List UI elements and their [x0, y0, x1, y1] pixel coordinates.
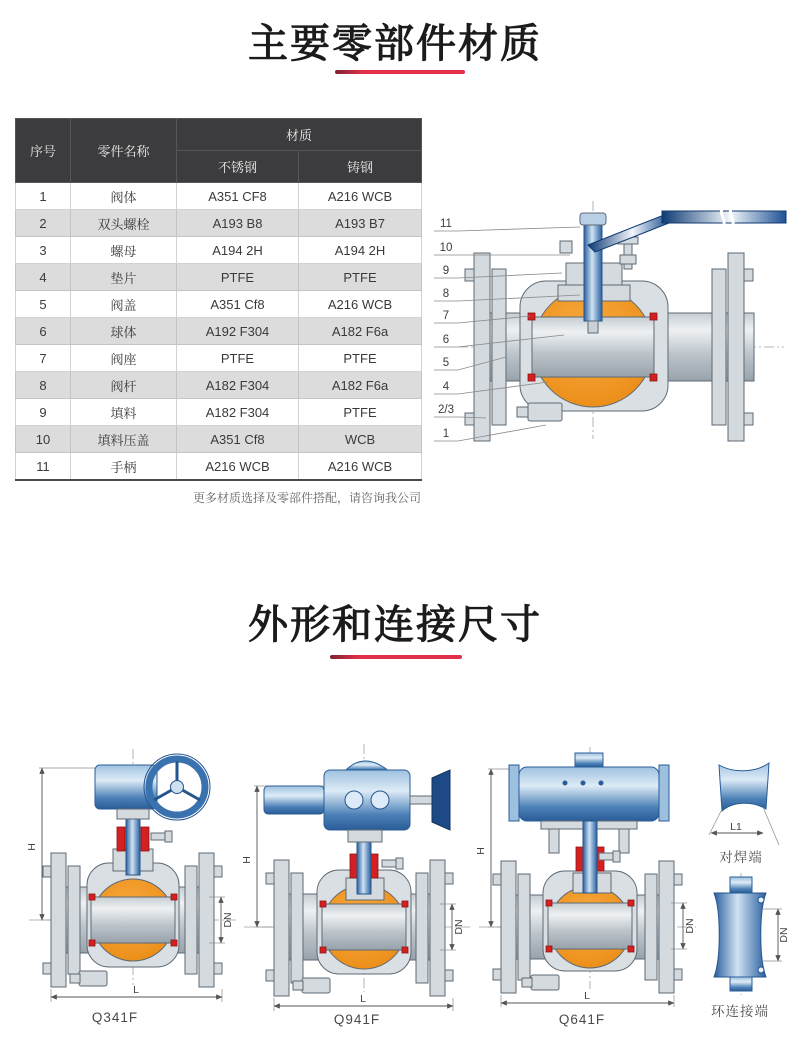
col-header-part: 零件名称 [71, 119, 177, 183]
dim-l: L [133, 984, 139, 996]
drawing-label-q641f: Q641F [558, 1012, 606, 1027]
table-row [16, 453, 422, 481]
cell-cs: A182 F6a [299, 318, 422, 345]
table-note: 更多材质选择及零部件搭配，请咨询我公司 [192, 491, 421, 505]
drawing-q341f [25, 745, 240, 1010]
cell-ss: A193 B8 [177, 210, 299, 237]
section1-title: 主要零部件材质 [248, 22, 542, 66]
table-row [16, 183, 422, 210]
title-underline-2 [330, 655, 462, 659]
table-row [16, 210, 422, 237]
cylinder [519, 767, 659, 821]
dim-dn: DN [453, 919, 465, 935]
cell-ss: A194 2H [177, 237, 299, 264]
cell-no: 7 [16, 345, 71, 372]
cell-cs: A194 2H [299, 237, 422, 264]
cell-no: 1 [16, 183, 71, 210]
dim-l1: L1 [730, 821, 742, 833]
cell-ss: A351 CF8 [177, 183, 299, 210]
table-row [16, 264, 422, 291]
table-row [16, 291, 422, 318]
cell-cs: WCB [299, 426, 422, 453]
weld-end-view [703, 753, 788, 858]
cell-part: 阀盖 [71, 291, 177, 318]
cell-cs: PTFE [299, 264, 422, 291]
cell-part: 球体 [71, 318, 177, 345]
drawing-q941f [240, 742, 475, 1017]
callout-8: 8 [442, 288, 450, 300]
cell-ss: A192 F304 [177, 318, 299, 345]
callout-10: 10 [439, 242, 453, 254]
cell-cs: PTFE [299, 345, 422, 372]
dim-h: H [241, 856, 253, 864]
drawing-label-q341f: Q341F [91, 1010, 139, 1025]
stem [583, 821, 597, 893]
table-row [16, 372, 422, 399]
cell-no: 2 [16, 210, 71, 237]
dim-l: L [584, 990, 590, 1002]
cell-part: 螺母 [71, 237, 177, 264]
callout-2-3: 2/3 [438, 404, 454, 416]
cell-ss: PTFE [177, 264, 299, 291]
valve-cross-section-diagram [428, 185, 790, 460]
end-view-label-ring: 环连接端 [711, 1004, 769, 1019]
cell-no: 8 [16, 372, 71, 399]
electric-actuator [264, 761, 450, 842]
cell-part: 阀座 [71, 345, 177, 372]
callout-1: 1 [442, 428, 450, 440]
cell-part: 手柄 [71, 453, 177, 481]
cell-no: 10 [16, 426, 71, 453]
table-row [16, 237, 422, 264]
gear-actuator [95, 754, 210, 820]
table-row [16, 399, 422, 426]
weld-end-shape [719, 763, 769, 811]
dim-dn: DN [778, 927, 790, 943]
dim-h: H [26, 843, 38, 851]
cell-part: 阀体 [71, 183, 177, 210]
cell-part: 填料压盖 [71, 426, 177, 453]
dim-dn: DN [222, 912, 234, 928]
cell-ss: A351 Cf8 [177, 426, 299, 453]
materials-table [15, 118, 422, 481]
callout-6: 6 [442, 334, 450, 346]
title-underline [335, 70, 465, 74]
col-header-material: 材质 [177, 119, 422, 151]
cell-no: 4 [16, 264, 71, 291]
cell-no: 9 [16, 399, 71, 426]
col-header-no: 序号 [16, 119, 71, 183]
end-view-label-weld: 对焊端 [719, 850, 763, 865]
cell-no: 6 [16, 318, 71, 345]
table-header-row [16, 119, 422, 151]
cell-ss: A182 F304 [177, 399, 299, 426]
col-header-cast: 铸钢 [299, 151, 422, 183]
callout-5: 5 [442, 357, 450, 369]
cell-cs: A193 B7 [299, 210, 422, 237]
cell-part: 垫片 [71, 264, 177, 291]
table-row [16, 318, 422, 345]
cell-part: 双头螺栓 [71, 210, 177, 237]
cell-part: 阀杆 [71, 372, 177, 399]
callout-4: 4 [442, 381, 450, 393]
ring-end-view [700, 873, 790, 998]
cell-no: 5 [16, 291, 71, 318]
flange-profile [714, 893, 766, 977]
cell-ss: A182 F304 [177, 372, 299, 399]
drain-plug [517, 403, 562, 421]
table-row [16, 426, 422, 453]
drawing-q641f [475, 745, 700, 1010]
cell-cs: A216 WCB [299, 183, 422, 210]
cell-no: 11 [16, 453, 71, 481]
cell-no: 3 [16, 237, 71, 264]
dim-dn: DN [684, 918, 696, 934]
cell-part: 填料 [71, 399, 177, 426]
cell-cs: PTFE [299, 399, 422, 426]
cell-cs: A182 F6a [299, 372, 422, 399]
cell-ss: PTFE [177, 345, 299, 372]
side-handwheel [432, 770, 450, 830]
stem-cap [580, 213, 606, 225]
callout-9: 9 [442, 265, 450, 277]
table-row [16, 345, 422, 372]
cell-ss: A216 WCB [177, 453, 299, 481]
section2-title: 外形和连接尺寸 [248, 603, 542, 647]
col-header-stainless: 不锈钢 [177, 151, 299, 183]
dim-h: H [475, 847, 487, 855]
cell-ss: A351 Cf8 [177, 291, 299, 318]
dim-l: L [360, 993, 366, 1005]
stem [584, 221, 602, 321]
callout-7: 7 [442, 310, 450, 322]
motor-tube [264, 786, 324, 814]
handle [588, 205, 786, 252]
callout-11: 11 [440, 218, 452, 230]
cell-cs: A216 WCB [299, 453, 422, 481]
drawing-label-q941f: Q941F [333, 1012, 381, 1027]
cell-cs: A216 WCB [299, 291, 422, 318]
